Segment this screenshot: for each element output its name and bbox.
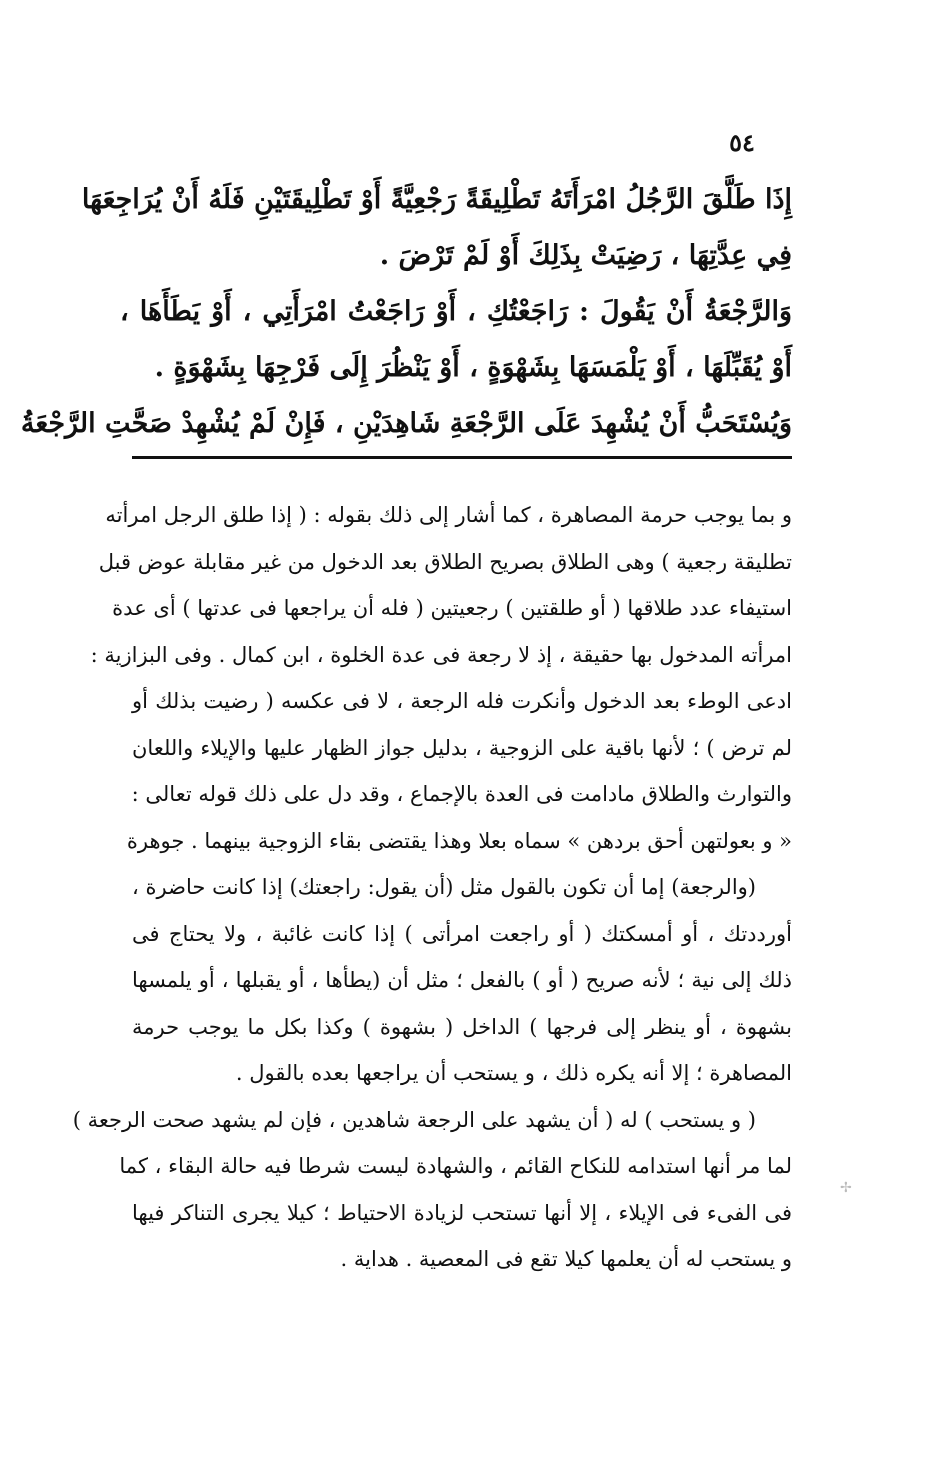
sharh-line: فى الفىء فى الإيلاء ، إلا أنها تستحب لزيادة الاحتياط ؛ كيلا يجرى التناكر فيها (132, 1200, 792, 1225)
matn-line: وَالرَّجْعَةُ أَنْ يَقُولَ : رَاجَعْتُكِ ، أَوْ رَاجَعْتُ امْرَأَتِي ، أَوْ يَطَأَهَا ، (120, 296, 792, 327)
matn-line: أَوْ يُقَبِّلَهَا ، أَوْ يَلْمَسَهَا بِشَهْوَةٍ ، أَوْ يَنْظُرَ إِلَى فَرْجِهَا بِشَهْوَةٍ . (154, 352, 792, 383)
matn-line: فِي عِدَّتِهَا ، رَضِيَتْ بِذَلِكَ أَوْ لَمْ تَرْضَ . (379, 240, 792, 271)
matn-line: وَيُسْتَحَبُّ أَنْ يُشْهِدَ عَلَى الرَّجْعَةِ شَاهِدَيْنِ ، فَإِنْ لَمْ يُشْهِدْ صَحَّتِ الرَّجْعَةُ (20, 408, 792, 439)
matn-block (20, 172, 792, 452)
sharh-line: بشهوة ، أو ينظر إلى فرجها ) الداخل ( بشهوة ) وكذا بكل ما يوجب حرمة (132, 1014, 792, 1039)
sharh-line: و يستحب له أن يعلمها كيلا تقع فى المعصية . هداية . (340, 1247, 792, 1271)
sharh-line: تطليقة رجعية ) وهى الطلاق بصريح الطلاق بعد الدخول من غير مقابلة عوض قبل (98, 549, 792, 574)
sharh-line: « و بعولتهن أحق بردهن » سماه بعلا وهذا يقتضى بقاء الزوجية بينهما . جوهرة (126, 828, 792, 853)
sharh-block (72, 492, 792, 1283)
page-number: ٥٤ (729, 128, 755, 157)
sharh-line: امرأته المدخول بها حقيقة ، إذ لا رجعة فى عدة الخلوة ، ابن كمال . وفى البزازية : (90, 642, 792, 667)
sharh-line: أورددتك ، أو أمسكتك ( أو راجعت امرأتى ) إذا كانت غائبة ، ولا يحتاج فى (132, 921, 792, 946)
sharh-line: و بما يوجب حرمة المصاهرة ، كما أشار إلى ذلك بقوله : ( إذا طلق الرجل امرأته (105, 503, 792, 527)
sharh-line: ادعى الوطء بعد الدخول وأنكرت فله الرجعة ، لا فى عكسه ( رضيت بذلك أو (132, 689, 792, 713)
section-separator (132, 456, 792, 459)
matn-line: إِذَا طَلَّقَ الرَّجُلُ امْرَأَتَهُ تَطْلِيقَةً رَجْعِيَّةً أَوْ تَطْلِيقَتَيْنِ فَلَهُ أَنْ يُرَاجِعَهَا (81, 184, 792, 215)
sharh-line: لما مر أنها استدامه للنكاح القائم ، والشهادة ليست شرطا فيه حالة البقاء ، كما (119, 1154, 792, 1178)
sharh-line: ( و يستحب ) له ( أن يشهد على الرجعة شاهدين ، فإن لم يشهد صحت الرجعة ) (72, 1107, 756, 1132)
sharh-line: والتوارث والطلاق مادامت فى العدة بالإجماع ، وقد دل على ذلك قوله تعالى : (131, 782, 792, 806)
margin-speck: ✢ (840, 1180, 852, 1196)
sharh-line: استيفاء عدد طلاقها ( أو طلقتين ) رجعيتين ( فله أن يراجعها فى عدتها ) أى عدة (112, 596, 792, 620)
sharh-line: المصاهرة ؛ إلا أنه يكره ذلك ، و يستحب أن يراجعها بعده بالقول . (235, 1061, 792, 1085)
sharh-line: ذلك إلى نية ؛ لأنه صريح ( أو ) بالفعل ؛ مثل أن (يطأها ، أو يقبلها ، أو يلمسها (132, 968, 792, 992)
sharh-line: (والرجعة) إما أن تكون بالقول مثل (أن يقول: راجعتك) إذا كانت حاضرة ، (132, 875, 756, 899)
sharh-line: لم ترض ) ؛ لأنها باقية على الزوجية ، بدليل جواز الظهار عليها والإيلاء واللعان (132, 735, 792, 760)
